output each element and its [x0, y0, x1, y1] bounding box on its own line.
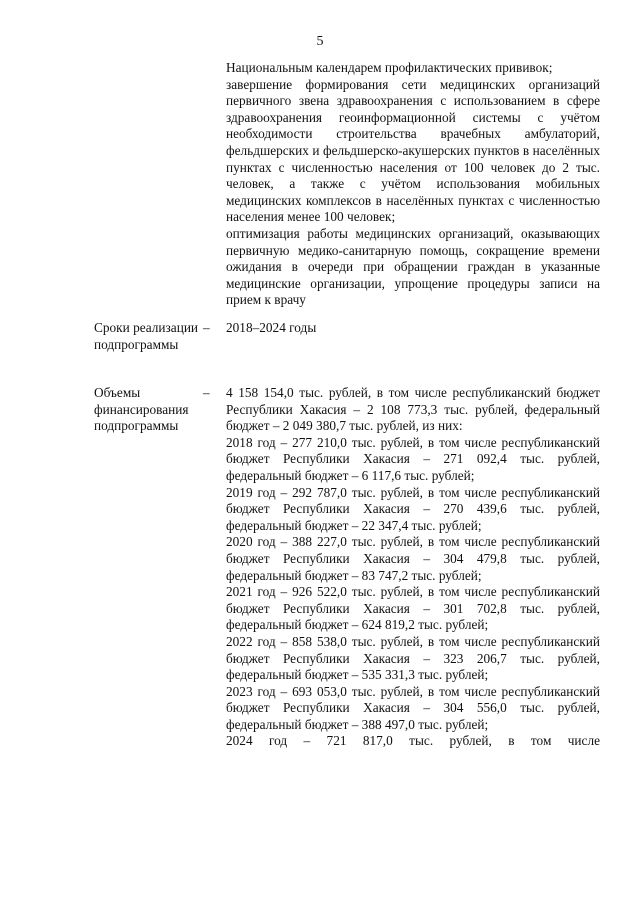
funding-year-2019: 2019 год – 292 787,0 тыс. рублей, в том числе республиканский бюджет Республики Хакасия – 270 439,6 тыс. рублей, федеральный бюджет – 22 347,4 тыс. рублей;	[226, 484, 600, 533]
funding-total: 4 158 154,0 тыс. рублей, в том числе республиканский бюджет Республики Хакасия – 2 108 773,3 тыс. рублей, федеральный бюджет – 2 049 380,7 тыс. рублей, из них:	[226, 385, 600, 434]
funding-text	[226, 385, 600, 750]
terms-value: 2018–2024 годы	[226, 320, 317, 335]
page-number: 5	[316, 34, 324, 49]
funding-year-2022: 2022 год – 858 538,0 тыс. рублей, в том числе республиканский бюджет Республики Хакасия – 323 206,7 тыс. рублей, федеральный бюджет – 535 331,3 тыс. рублей;	[226, 633, 600, 683]
funding-year-2020: 2020 год – 388 227,0 тыс. рублей, в том числе республиканский бюджет Республики Хакасия – 304 479,8 тыс. рублей, федеральный бюджет – 83 747,2 тыс. рублей;	[226, 534, 600, 583]
funding-year-2021: 2021 год – 926 522,0 тыс. рублей, в том числе республиканский бюджет Республики Хакасия – 301 702,8 тыс. рублей, федеральный бюджет – 624 819,2 тыс. рублей;	[226, 584, 600, 633]
funding-dash: –	[203, 385, 210, 400]
funding-label: Объемы финансирования подпрограммы	[94, 385, 189, 434]
funding-year-2018: 2018 год – 277 210,0 тыс. рублей, в том числе республиканский бюджет Республики Хакасия – 271 092,4 тыс. рублей, федеральный бюджет – 6 117,6 тыс. рублей;	[226, 434, 600, 483]
task-paragraph: Национальным календарем профилактических прививок;	[226, 60, 553, 75]
terms-label: Сроки реализации подпрограммы	[94, 320, 199, 352]
task-paragraph: оптимизация работы медицинских организаций, оказывающих первичную медико-санитарную помощь, сокращение времени ожидания в очереди при обращении граждан в указанные медицинские организации, упрощение процедуры записи на прием к врачу	[226, 225, 600, 308]
terms-dash: –	[203, 320, 210, 335]
funding-year-2024: 2024 год – 721 817,0 тыс. рублей, в том числе	[226, 733, 600, 749]
task-paragraph: завершение формирования сети медицинских организаций первичного звена здравоохранения с использованием в сфере здравоохранения геоинформационной системы с учётом необходимости строительства врачебных амбулаторий, фельдшерских и фельдшерско-акушерских пунктов в населённых пунктах с численностью населения от 100 человек до 2 тыс. человек, а также с учётом использования мобильных медицинских комплексов в населённых пунктах с численностью населения менее 100 человек;	[226, 76, 600, 225]
program-tasks-text	[226, 60, 600, 309]
funding-year-2023: 2023 год – 693 053,0 тыс. рублей, в том числе республиканский бюджет Республики Хакасия – 304 556,0 тыс. рублей, федеральный бюджет – 388 497,0 тыс. рублей;	[226, 683, 600, 732]
